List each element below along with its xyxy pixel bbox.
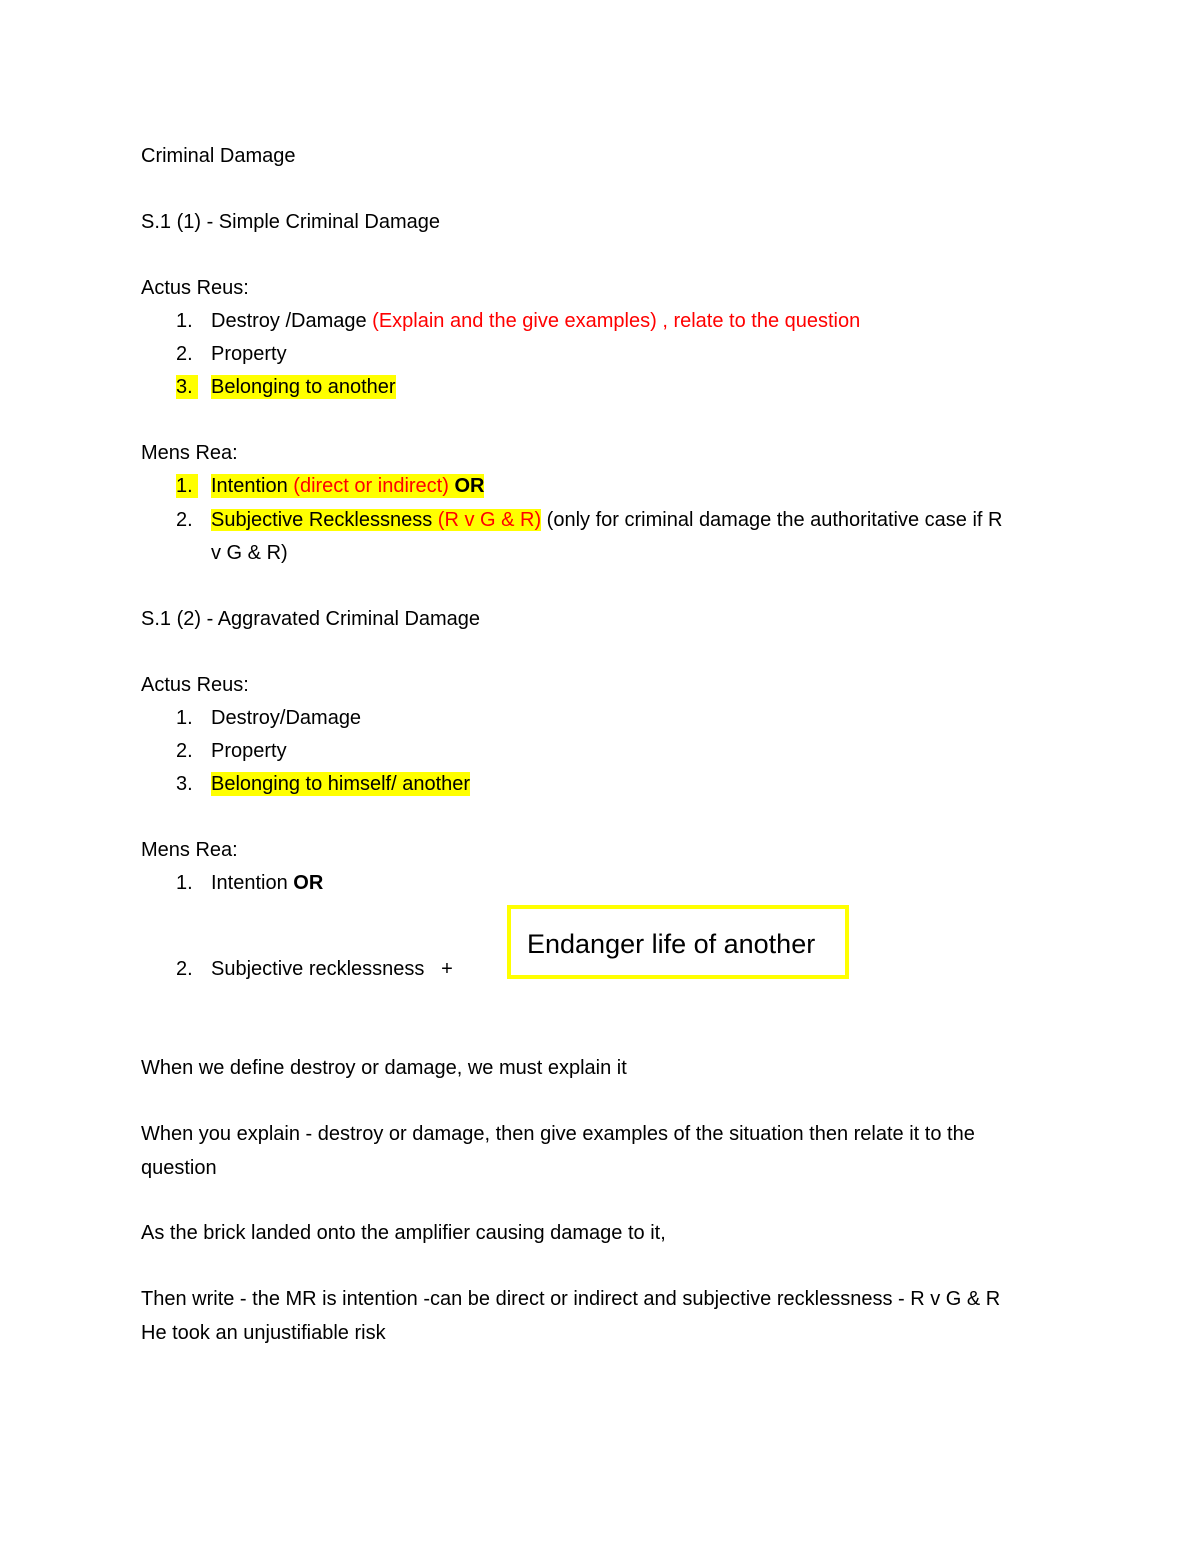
red-note: (direct or indirect) [293,475,449,497]
list-number: 3. [176,773,193,795]
list-number: 2. [176,958,193,980]
red-case-ref: (R v G & R) [437,509,542,531]
section-heading-s1-1: S.1 (1) - Simple Criminal Damage [141,211,440,233]
list-number: 2. [176,343,193,365]
list-item: Subjective recklessness + [211,958,453,980]
actus-reus-label: Actus Reus: [141,674,249,696]
bold-or: OR [293,872,324,894]
list-item [211,508,1002,532]
list-item: Property [211,740,287,762]
highlighted-list-item: Belonging to himself/ another [211,773,471,795]
list-item-text: Destroy /Damage [211,310,373,332]
actus-reus-label: Actus Reus: [141,277,249,299]
highlighted-list-item: Belonging to another [211,376,396,398]
highlighted-text: Subjective Recklessness [211,509,438,531]
list-item: Property [211,343,287,365]
list-number: 1. [176,310,193,332]
list-item-text: Intention [211,872,294,894]
list-number: 1. [176,707,193,729]
red-note: (Explain and the give examples) , relate to the question [372,310,861,332]
list-item-text: (only for criminal damage the authoritative case if R [541,509,1003,531]
endanger-life-text: Endanger life of another [527,929,816,959]
endanger-life-box [507,905,849,979]
list-number: 1. [176,474,198,498]
note-paragraph-continuation: question [141,1157,217,1179]
list-number: 1. [176,872,193,894]
list-number: 2. [176,740,193,762]
note-paragraph: Then write - the MR is intention -can be direct or indirect and subjective recklessness - R v G & R [141,1288,1001,1310]
list-item-text: Intention [211,475,294,497]
list-number: 2. [176,509,193,531]
section-heading-s1-2: S.1 (2) - Aggravated Criminal Damage [141,608,481,630]
list-number: 3. [176,375,198,399]
mens-rea-label: Mens Rea: [141,442,238,464]
note-paragraph: He took an unjustifiable risk [141,1322,386,1344]
list-item [211,309,860,333]
note-paragraph: As the brick landed onto the amplifier causing damage to it, [141,1222,666,1244]
list-item [211,871,323,895]
note-paragraph: When we define destroy or damage, we must explain it [141,1057,627,1079]
document-title: Criminal Damage [141,145,296,167]
note-paragraph: When you explain - destroy or damage, then give examples of the situation then relate it to the [141,1123,975,1145]
list-item-continuation: v G & R) [211,542,288,564]
bold-or: OR [448,475,485,497]
mens-rea-label: Mens Rea: [141,839,238,861]
list-item: Destroy/Damage [211,707,362,729]
highlighted-list-item [211,474,484,498]
